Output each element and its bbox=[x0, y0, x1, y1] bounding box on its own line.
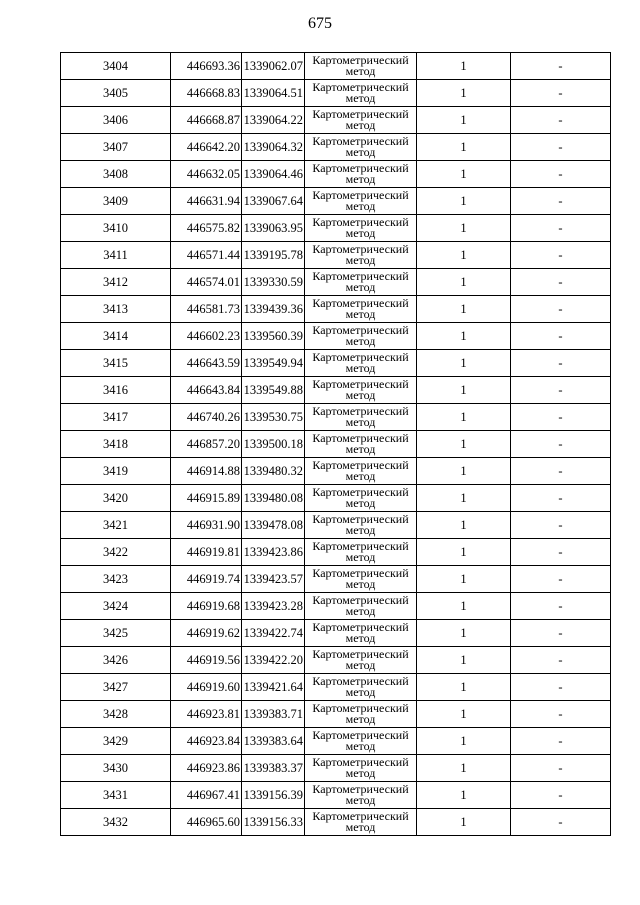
y-coordinate-cell: 1339560.39 bbox=[242, 323, 305, 350]
table-row bbox=[61, 593, 611, 620]
method-line-2: метод bbox=[345, 766, 376, 780]
method-cell bbox=[305, 539, 417, 566]
note-cell: - bbox=[511, 458, 611, 485]
method-cell bbox=[305, 566, 417, 593]
count-cell: 1 bbox=[417, 350, 511, 377]
method-cell bbox=[305, 647, 417, 674]
method-cell bbox=[305, 809, 417, 836]
table-row bbox=[61, 458, 611, 485]
method-line-1: Картометрический bbox=[312, 674, 409, 688]
point-number-cell: 3429 bbox=[61, 728, 171, 755]
x-coordinate-cell: 446914.88 bbox=[171, 458, 242, 485]
method-cell bbox=[305, 485, 417, 512]
table-row bbox=[61, 296, 611, 323]
method-line-2: метод bbox=[345, 523, 376, 537]
table-row bbox=[61, 242, 611, 269]
method-cell bbox=[305, 404, 417, 431]
method-line-2: метод bbox=[345, 280, 376, 294]
method-line-1: Картометрический bbox=[312, 458, 409, 472]
method-cell bbox=[305, 269, 417, 296]
count-cell: 1 bbox=[417, 593, 511, 620]
table-row bbox=[61, 188, 611, 215]
note-cell: - bbox=[511, 431, 611, 458]
method-line-1: Картометрический bbox=[312, 188, 409, 202]
method-line-2: метод bbox=[345, 91, 376, 105]
point-number-cell: 3420 bbox=[61, 485, 171, 512]
point-number-cell: 3412 bbox=[61, 269, 171, 296]
method-line-2: метод bbox=[345, 631, 376, 645]
method-line-1: Картометрический bbox=[312, 350, 409, 364]
point-number-cell: 3418 bbox=[61, 431, 171, 458]
method-line-2: метод bbox=[345, 334, 376, 348]
point-number-cell: 3431 bbox=[61, 782, 171, 809]
method-line-1: Картометрический bbox=[312, 134, 409, 148]
y-coordinate-cell: 1339423.86 bbox=[242, 539, 305, 566]
note-cell: - bbox=[511, 512, 611, 539]
method-cell bbox=[305, 80, 417, 107]
table-row bbox=[61, 539, 611, 566]
note-cell: - bbox=[511, 188, 611, 215]
x-coordinate-cell: 446668.83 bbox=[171, 80, 242, 107]
count-cell: 1 bbox=[417, 377, 511, 404]
y-coordinate-cell: 1339383.71 bbox=[242, 701, 305, 728]
count-cell: 1 bbox=[417, 242, 511, 269]
count-cell: 1 bbox=[417, 809, 511, 836]
count-cell: 1 bbox=[417, 296, 511, 323]
point-number-cell: 3427 bbox=[61, 674, 171, 701]
x-coordinate-cell: 446857.20 bbox=[171, 431, 242, 458]
note-cell: - bbox=[511, 53, 611, 80]
method-line-2: метод bbox=[345, 361, 376, 375]
method-line-1: Картометрический bbox=[312, 53, 409, 67]
table-row bbox=[61, 107, 611, 134]
note-cell: - bbox=[511, 323, 611, 350]
x-coordinate-cell: 446643.84 bbox=[171, 377, 242, 404]
table-row bbox=[61, 404, 611, 431]
method-cell bbox=[305, 512, 417, 539]
table-row bbox=[61, 809, 611, 836]
x-coordinate-cell: 446581.73 bbox=[171, 296, 242, 323]
method-cell bbox=[305, 242, 417, 269]
count-cell: 1 bbox=[417, 134, 511, 161]
x-coordinate-cell: 446631.94 bbox=[171, 188, 242, 215]
y-coordinate-cell: 1339421.64 bbox=[242, 674, 305, 701]
note-cell: - bbox=[511, 593, 611, 620]
note-cell: - bbox=[511, 107, 611, 134]
method-cell bbox=[305, 107, 417, 134]
method-line-1: Картометрический bbox=[312, 755, 409, 769]
y-coordinate-cell: 1339064.32 bbox=[242, 134, 305, 161]
y-coordinate-cell: 1339480.08 bbox=[242, 485, 305, 512]
method-cell bbox=[305, 593, 417, 620]
method-line-2: метод bbox=[345, 793, 376, 807]
count-cell: 1 bbox=[417, 620, 511, 647]
method-cell bbox=[305, 755, 417, 782]
table-row bbox=[61, 80, 611, 107]
table-row bbox=[61, 647, 611, 674]
table-row bbox=[61, 512, 611, 539]
count-cell: 1 bbox=[417, 431, 511, 458]
method-cell bbox=[305, 161, 417, 188]
count-cell: 1 bbox=[417, 485, 511, 512]
method-line-2: метод bbox=[345, 253, 376, 267]
y-coordinate-cell: 1339549.88 bbox=[242, 377, 305, 404]
x-coordinate-cell: 446602.23 bbox=[171, 323, 242, 350]
y-coordinate-cell: 1339439.36 bbox=[242, 296, 305, 323]
method-line-2: метод bbox=[345, 496, 376, 510]
method-line-1: Картометрический bbox=[312, 377, 409, 391]
method-line-1: Картометрический bbox=[312, 161, 409, 175]
method-cell bbox=[305, 323, 417, 350]
point-number-cell: 3416 bbox=[61, 377, 171, 404]
count-cell: 1 bbox=[417, 647, 511, 674]
count-cell: 1 bbox=[417, 161, 511, 188]
point-number-cell: 3409 bbox=[61, 188, 171, 215]
method-line-1: Картометрический bbox=[312, 485, 409, 499]
y-coordinate-cell: 1339062.07 bbox=[242, 53, 305, 80]
point-number-cell: 3425 bbox=[61, 620, 171, 647]
y-coordinate-cell: 1339422.74 bbox=[242, 620, 305, 647]
table-row bbox=[61, 782, 611, 809]
y-coordinate-cell: 1339064.46 bbox=[242, 161, 305, 188]
x-coordinate-cell: 446575.82 bbox=[171, 215, 242, 242]
y-coordinate-cell: 1339156.33 bbox=[242, 809, 305, 836]
method-line-2: метод bbox=[345, 388, 376, 402]
x-coordinate-cell: 446919.60 bbox=[171, 674, 242, 701]
method-line-1: Картометрический bbox=[312, 80, 409, 94]
y-coordinate-cell: 1339549.94 bbox=[242, 350, 305, 377]
point-number-cell: 3411 bbox=[61, 242, 171, 269]
point-number-cell: 3407 bbox=[61, 134, 171, 161]
y-coordinate-cell: 1339478.08 bbox=[242, 512, 305, 539]
point-number-cell: 3422 bbox=[61, 539, 171, 566]
note-cell: - bbox=[511, 620, 611, 647]
method-cell bbox=[305, 215, 417, 242]
count-cell: 1 bbox=[417, 512, 511, 539]
point-number-cell: 3404 bbox=[61, 53, 171, 80]
count-cell: 1 bbox=[417, 269, 511, 296]
method-line-2: метод bbox=[345, 685, 376, 699]
x-coordinate-cell: 446668.87 bbox=[171, 107, 242, 134]
table-row bbox=[61, 701, 611, 728]
count-cell: 1 bbox=[417, 674, 511, 701]
count-cell: 1 bbox=[417, 701, 511, 728]
x-coordinate-cell: 446643.59 bbox=[171, 350, 242, 377]
method-cell bbox=[305, 134, 417, 161]
count-cell: 1 bbox=[417, 107, 511, 134]
point-number-cell: 3410 bbox=[61, 215, 171, 242]
method-cell bbox=[305, 350, 417, 377]
point-number-cell: 3430 bbox=[61, 755, 171, 782]
note-cell: - bbox=[511, 782, 611, 809]
table-row bbox=[61, 566, 611, 593]
method-line-1: Картометрический bbox=[312, 620, 409, 634]
point-number-cell: 3417 bbox=[61, 404, 171, 431]
note-cell: - bbox=[511, 161, 611, 188]
note-cell: - bbox=[511, 809, 611, 836]
y-coordinate-cell: 1339064.51 bbox=[242, 80, 305, 107]
y-coordinate-cell: 1339383.64 bbox=[242, 728, 305, 755]
point-number-cell: 3421 bbox=[61, 512, 171, 539]
y-coordinate-cell: 1339156.39 bbox=[242, 782, 305, 809]
note-cell: - bbox=[511, 647, 611, 674]
y-coordinate-cell: 1339383.37 bbox=[242, 755, 305, 782]
table-row bbox=[61, 728, 611, 755]
note-cell: - bbox=[511, 701, 611, 728]
point-number-cell: 3428 bbox=[61, 701, 171, 728]
method-line-2: метод bbox=[345, 739, 376, 753]
method-line-1: Картометрический bbox=[312, 323, 409, 337]
point-number-cell: 3424 bbox=[61, 593, 171, 620]
method-line-2: метод bbox=[345, 64, 376, 78]
method-line-1: Картометрический bbox=[312, 593, 409, 607]
point-number-cell: 3408 bbox=[61, 161, 171, 188]
method-line-1: Картометрический bbox=[312, 701, 409, 715]
method-cell bbox=[305, 431, 417, 458]
table-row bbox=[61, 431, 611, 458]
method-line-2: метод bbox=[345, 442, 376, 456]
method-line-1: Картометрический bbox=[312, 539, 409, 553]
count-cell: 1 bbox=[417, 566, 511, 593]
x-coordinate-cell: 446965.60 bbox=[171, 809, 242, 836]
point-number-cell: 3415 bbox=[61, 350, 171, 377]
note-cell: - bbox=[511, 728, 611, 755]
note-cell: - bbox=[511, 377, 611, 404]
method-cell bbox=[305, 674, 417, 701]
method-line-2: метод bbox=[345, 550, 376, 564]
method-line-1: Картометрический bbox=[312, 512, 409, 526]
method-line-1: Картометрический bbox=[312, 728, 409, 742]
x-coordinate-cell: 446919.81 bbox=[171, 539, 242, 566]
method-line-2: метод bbox=[345, 145, 376, 159]
note-cell: - bbox=[511, 404, 611, 431]
x-coordinate-cell: 446919.74 bbox=[171, 566, 242, 593]
method-cell bbox=[305, 188, 417, 215]
method-line-2: метод bbox=[345, 172, 376, 186]
note-cell: - bbox=[511, 485, 611, 512]
method-line-2: метод bbox=[345, 577, 376, 591]
table-row bbox=[61, 674, 611, 701]
table-row bbox=[61, 485, 611, 512]
method-cell bbox=[305, 782, 417, 809]
x-coordinate-cell: 446571.44 bbox=[171, 242, 242, 269]
note-cell: - bbox=[511, 566, 611, 593]
method-cell bbox=[305, 458, 417, 485]
x-coordinate-cell: 446574.01 bbox=[171, 269, 242, 296]
x-coordinate-cell: 446923.84 bbox=[171, 728, 242, 755]
count-cell: 1 bbox=[417, 323, 511, 350]
y-coordinate-cell: 1339500.18 bbox=[242, 431, 305, 458]
method-cell bbox=[305, 377, 417, 404]
x-coordinate-cell: 446919.56 bbox=[171, 647, 242, 674]
y-coordinate-cell: 1339063.95 bbox=[242, 215, 305, 242]
count-cell: 1 bbox=[417, 404, 511, 431]
method-line-1: Картометрический bbox=[312, 647, 409, 661]
count-cell: 1 bbox=[417, 215, 511, 242]
table-row bbox=[61, 53, 611, 80]
table-row bbox=[61, 269, 611, 296]
count-cell: 1 bbox=[417, 188, 511, 215]
y-coordinate-cell: 1339422.20 bbox=[242, 647, 305, 674]
y-coordinate-cell: 1339530.75 bbox=[242, 404, 305, 431]
count-cell: 1 bbox=[417, 782, 511, 809]
method-line-1: Картометрический bbox=[312, 404, 409, 418]
point-number-cell: 3423 bbox=[61, 566, 171, 593]
x-coordinate-cell: 446915.89 bbox=[171, 485, 242, 512]
table-row bbox=[61, 161, 611, 188]
method-line-2: метод bbox=[345, 604, 376, 618]
count-cell: 1 bbox=[417, 53, 511, 80]
x-coordinate-cell: 446967.41 bbox=[171, 782, 242, 809]
point-number-cell: 3413 bbox=[61, 296, 171, 323]
point-number-cell: 3419 bbox=[61, 458, 171, 485]
method-line-1: Картометрический bbox=[312, 782, 409, 796]
note-cell: - bbox=[511, 755, 611, 782]
method-cell bbox=[305, 620, 417, 647]
x-coordinate-cell: 446923.86 bbox=[171, 755, 242, 782]
page-number: 675 bbox=[308, 15, 332, 32]
method-cell bbox=[305, 296, 417, 323]
method-line-2: метод bbox=[345, 307, 376, 321]
table-row bbox=[61, 755, 611, 782]
x-coordinate-cell: 446632.05 bbox=[171, 161, 242, 188]
y-coordinate-cell: 1339423.57 bbox=[242, 566, 305, 593]
x-coordinate-cell: 446919.68 bbox=[171, 593, 242, 620]
method-line-2: метод bbox=[345, 658, 376, 672]
point-number-cell: 3414 bbox=[61, 323, 171, 350]
count-cell: 1 bbox=[417, 539, 511, 566]
note-cell: - bbox=[511, 242, 611, 269]
note-cell: - bbox=[511, 539, 611, 566]
note-cell: - bbox=[511, 80, 611, 107]
method-line-2: метод bbox=[345, 199, 376, 213]
method-line-2: метод bbox=[345, 415, 376, 429]
note-cell: - bbox=[511, 296, 611, 323]
table-row bbox=[61, 350, 611, 377]
note-cell: - bbox=[511, 269, 611, 296]
table-row bbox=[61, 377, 611, 404]
note-cell: - bbox=[511, 674, 611, 701]
table-row bbox=[61, 134, 611, 161]
y-coordinate-cell: 1339330.59 bbox=[242, 269, 305, 296]
note-cell: - bbox=[511, 350, 611, 377]
x-coordinate-cell: 446919.62 bbox=[171, 620, 242, 647]
method-line-1: Картометрический bbox=[312, 242, 409, 256]
y-coordinate-cell: 1339064.22 bbox=[242, 107, 305, 134]
x-coordinate-cell: 446693.36 bbox=[171, 53, 242, 80]
count-cell: 1 bbox=[417, 458, 511, 485]
x-coordinate-cell: 446642.20 bbox=[171, 134, 242, 161]
note-cell: - bbox=[511, 134, 611, 161]
method-line-1: Картометрический bbox=[312, 269, 409, 283]
x-coordinate-cell: 446931.90 bbox=[171, 512, 242, 539]
count-cell: 1 bbox=[417, 755, 511, 782]
method-line-2: метод bbox=[345, 820, 376, 834]
count-cell: 1 bbox=[417, 728, 511, 755]
y-coordinate-cell: 1339195.78 bbox=[242, 242, 305, 269]
method-line-1: Картометрический bbox=[312, 431, 409, 445]
method-line-2: метод bbox=[345, 712, 376, 726]
method-cell bbox=[305, 728, 417, 755]
table-row bbox=[61, 620, 611, 647]
table-row bbox=[61, 215, 611, 242]
y-coordinate-cell: 1339480.32 bbox=[242, 458, 305, 485]
point-number-cell: 3432 bbox=[61, 809, 171, 836]
method-line-1: Картометрический bbox=[312, 107, 409, 121]
table-row bbox=[61, 323, 611, 350]
point-number-cell: 3426 bbox=[61, 647, 171, 674]
y-coordinate-cell: 1339067.64 bbox=[242, 188, 305, 215]
note-cell: - bbox=[511, 215, 611, 242]
count-cell: 1 bbox=[417, 80, 511, 107]
method-line-2: метод bbox=[345, 118, 376, 132]
point-number-cell: 3406 bbox=[61, 107, 171, 134]
method-line-1: Картометрический bbox=[312, 809, 409, 823]
method-line-2: метод bbox=[345, 226, 376, 240]
method-cell bbox=[305, 53, 417, 80]
table-body bbox=[61, 53, 611, 836]
point-number-cell: 3405 bbox=[61, 80, 171, 107]
x-coordinate-cell: 446923.81 bbox=[171, 701, 242, 728]
method-line-1: Картометрический bbox=[312, 296, 409, 310]
method-line-1: Картометрический bbox=[312, 566, 409, 580]
method-line-2: метод bbox=[345, 469, 376, 483]
method-line-1: Картометрический bbox=[312, 215, 409, 229]
y-coordinate-cell: 1339423.28 bbox=[242, 593, 305, 620]
coordinates-table bbox=[60, 52, 611, 836]
x-coordinate-cell: 446740.26 bbox=[171, 404, 242, 431]
method-cell bbox=[305, 701, 417, 728]
